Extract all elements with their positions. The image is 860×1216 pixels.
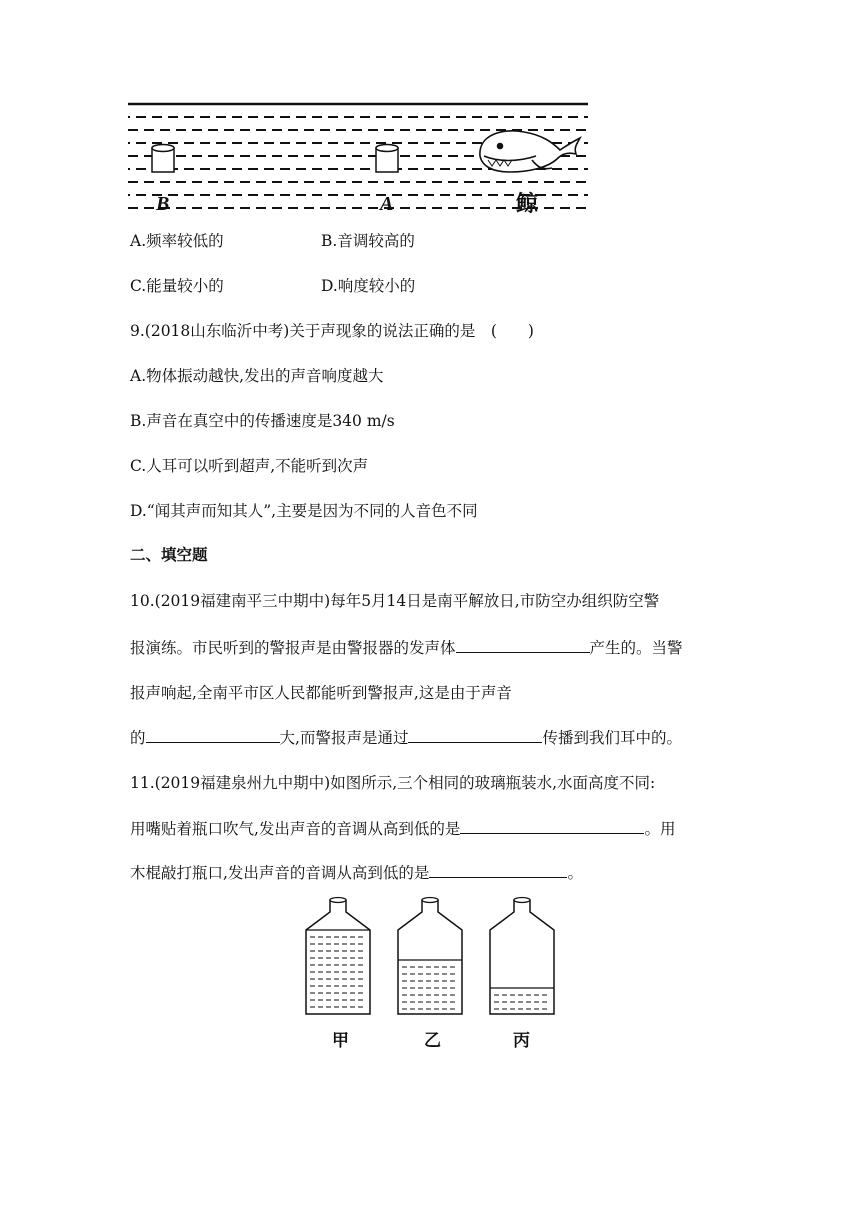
q8-option-c: C.能量较小的 — [130, 277, 224, 295]
q10-line4 — [130, 727, 682, 748]
q10-line2-text-b: 产生的。当警 — [589, 639, 683, 657]
q10-line2-text-a: 报演练。市民听到的警报声是由警报器的发声体 — [130, 639, 456, 657]
q10-line1: 10.(2019福建南平三中期中)每年5月14日是南平解放日,市防空办组织防空警 — [130, 592, 660, 610]
label-whale: 鲸 — [516, 191, 539, 216]
cylinder-b-icon — [152, 145, 174, 173]
q10-blank-1[interactable] — [456, 637, 590, 653]
q10-line4-text-c: 传播到我们耳中的。 — [542, 729, 682, 747]
bottle-label-jia: 甲 — [332, 1031, 349, 1050]
section-title: 二、填空题 — [130, 546, 208, 564]
bottles-figure — [300, 892, 560, 1057]
q11-line1: 11.(2019福建泉州九中期中)如图所示,三个相同的玻璃瓶装水,水面高度不同: — [130, 774, 656, 792]
q10-line2 — [130, 637, 683, 658]
q11-line2-text-b: 。用 — [644, 820, 676, 838]
q10-line3: 报声响起,全南平市区人民都能听到警报声,这是由于声音 — [130, 684, 512, 702]
label-b: B — [156, 193, 170, 215]
q8-option-d: D.响度较小的 — [321, 277, 416, 295]
q11-blank-1[interactable] — [460, 818, 644, 834]
q11-line3-text-a: 木棍敲打瓶口,发出声音的音调从高到低的是 — [130, 864, 430, 882]
sound-in-water-figure — [128, 98, 592, 218]
q9-option-d: D.“闻其声而知其人”,主要是因为不同的人音色不同 — [130, 502, 478, 520]
q11-line2 — [130, 818, 675, 839]
bottle-bing-icon — [490, 898, 554, 1015]
whale-icon — [480, 131, 580, 172]
q11-blank-2[interactable] — [429, 862, 567, 878]
cylinder-a-icon — [376, 145, 398, 173]
q11-line3 — [130, 862, 583, 883]
q9-option-b: B.声音在真空中的传播速度是340 m/s — [130, 412, 395, 430]
q11-line3-text-b: 。 — [567, 864, 583, 882]
q8-option-a: A.频率较低的 — [130, 232, 224, 250]
bottle-label-bing: 丙 — [513, 1031, 530, 1050]
q8-option-b: B.音调较高的 — [321, 232, 415, 250]
q10-line4-text-b: 大,而警报声是通过 — [279, 729, 409, 747]
q10-blank-3[interactable] — [408, 727, 542, 743]
bottle-jia-icon — [306, 898, 370, 1015]
q9-stem: 9.(2018山东临沂中考)关于声现象的说法正确的是 ( ) — [130, 322, 534, 340]
q9-option-a: A.物体振动越快,发出的声音响度越大 — [130, 367, 384, 385]
q10-line4-text-a: 的 — [130, 729, 146, 747]
q9-option-c: C.人耳可以听到超声,不能听到次声 — [130, 457, 369, 475]
bottle-yi-icon — [398, 898, 462, 1015]
q10-blank-2[interactable] — [146, 727, 280, 743]
label-a: A — [380, 193, 394, 215]
q11-line2-text-a: 用嘴贴着瓶口吹气,发出声音的音调从高到低的是 — [130, 820, 461, 838]
bottle-label-yi: 乙 — [424, 1031, 441, 1050]
